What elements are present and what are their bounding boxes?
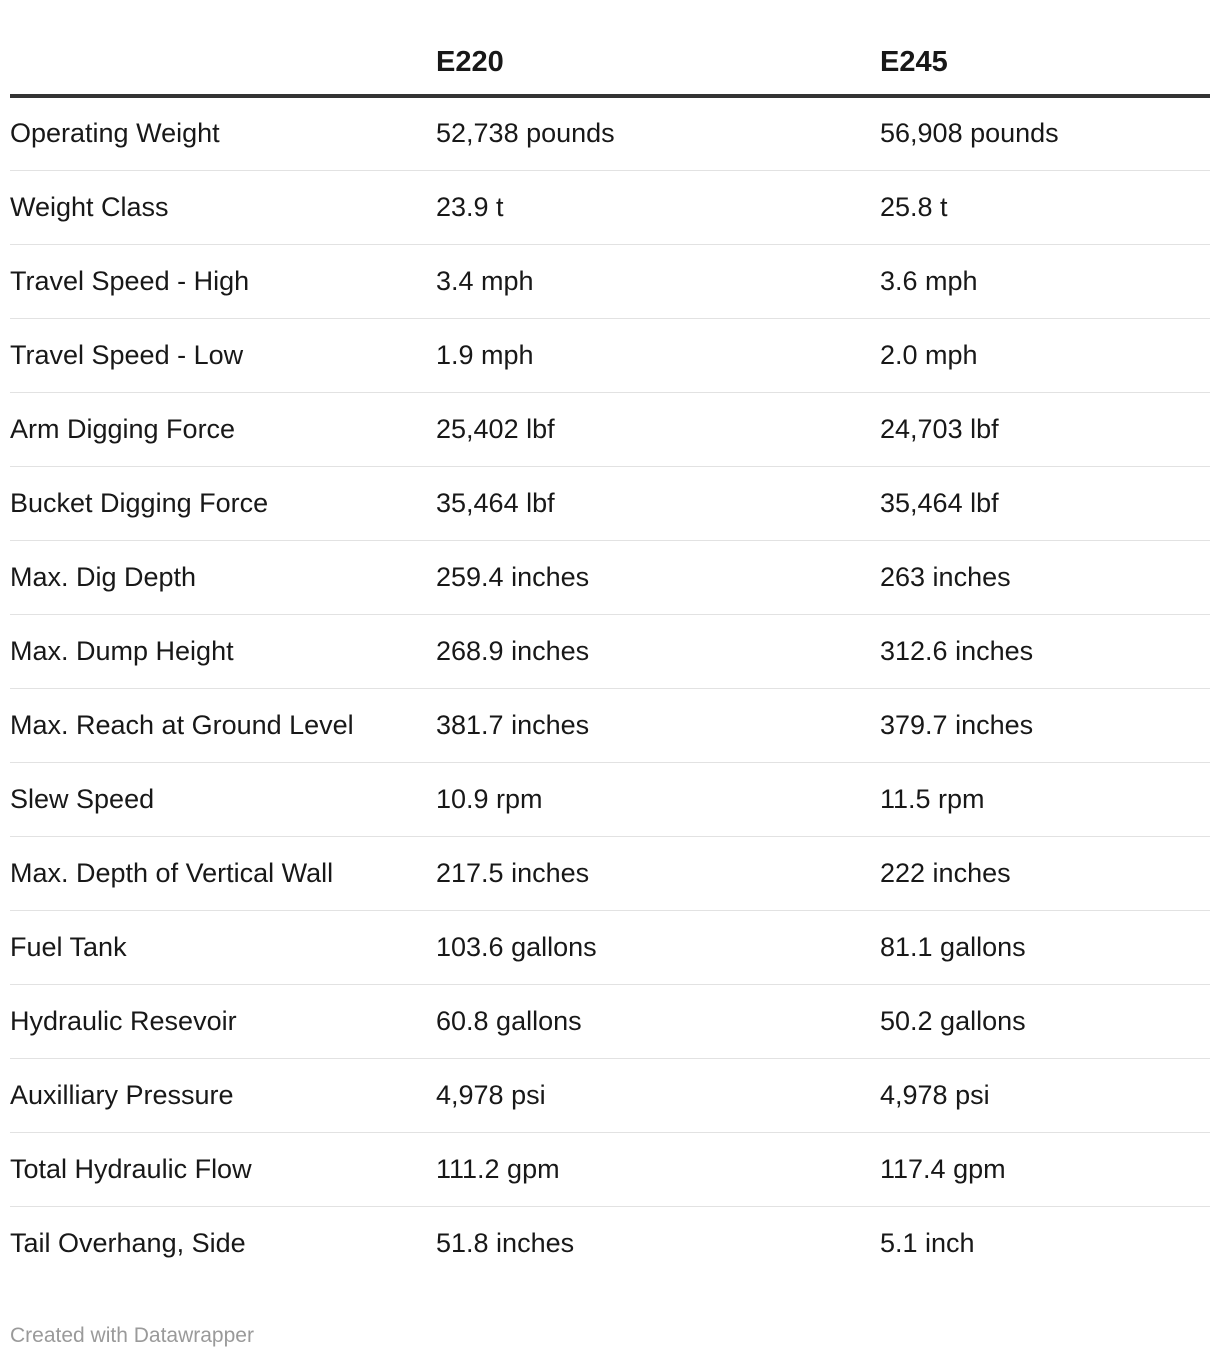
e220-value: 381.7 inches (436, 688, 880, 762)
e220-value: 1.9 mph (436, 318, 880, 392)
row-label: Auxilliary Pressure (10, 1058, 436, 1132)
e245-value: 4,978 psi (880, 1058, 1210, 1132)
e220-value: 23.9 t (436, 170, 880, 244)
e220-value: 51.8 inches (436, 1227, 575, 1258)
e245-value: 24,703 lbf (880, 392, 1210, 466)
row-label: Max. Depth of Vertical Wall (10, 836, 436, 910)
e245-value: 222 inches (880, 836, 1210, 910)
table-row (10, 836, 1210, 910)
column-header-label (10, 30, 436, 96)
table-row (10, 984, 1210, 1058)
column-header-e220: E220 (436, 30, 880, 96)
table-body (10, 96, 1210, 1280)
e245-value: 81.1 gallons (880, 910, 1210, 984)
table-row (10, 170, 1210, 244)
row-label: Fuel Tank (10, 910, 436, 984)
row-label: Max. Dump Height (10, 614, 436, 688)
e220-value: 4,978 psi (436, 1058, 880, 1132)
row-label: Max. Reach at Ground Level (10, 688, 436, 762)
e220-value: 111.2 gpm (436, 1132, 880, 1206)
row-label: Arm Digging Force (10, 392, 436, 466)
e245-value: 117.4 gpm (880, 1132, 1210, 1206)
row-label: Max. Dig Depth (10, 540, 436, 614)
table-row (10, 540, 1210, 614)
e220-value: 60.8 gallons (436, 984, 880, 1058)
e220-value: 10.9 rpm (436, 762, 880, 836)
e220-value: 35,464 lbf (436, 466, 880, 540)
table-row (10, 688, 1210, 762)
row-label: Bucket Digging Force (10, 466, 436, 540)
table-header-row (10, 30, 1210, 96)
e220-value: 103.6 gallons (436, 910, 880, 984)
row-label: Weight Class (10, 170, 436, 244)
e245-value: 312.6 inches (880, 614, 1210, 688)
e245-value: 25.8 t (880, 170, 1210, 244)
e220-value: 3.4 mph (436, 244, 880, 318)
e220-value: 52,738 pounds (436, 96, 880, 170)
table-row (10, 910, 1210, 984)
row-label: Slew Speed (10, 762, 436, 836)
row-label: Operating Weight (10, 96, 436, 170)
e245-value: 263 inches (880, 540, 1210, 614)
e220-value: 259.4 inches (436, 540, 880, 614)
e220-value: 268.9 inches (436, 614, 880, 688)
e245-value: 2.0 mph (880, 318, 1210, 392)
table-row (10, 318, 1210, 392)
e245-value: 56,908 pounds (880, 96, 1210, 170)
row-label: Travel Speed - Low (10, 318, 436, 392)
table-row (10, 1206, 1210, 1280)
e220-value: 217.5 inches (436, 836, 880, 910)
datawrapper-credit: Created with Datawrapper (10, 1324, 254, 1347)
table-row (10, 466, 1210, 540)
e220-value: 25,402 lbf (436, 392, 880, 466)
e245-value: 3.6 mph (880, 244, 1210, 318)
table-row (10, 762, 1210, 836)
e245-value: 11.5 rpm (880, 762, 1210, 836)
row-label: Hydraulic Resevoir (10, 984, 436, 1058)
column-header-e245: E245 (880, 30, 1210, 96)
e245-value: 50.2 gallons (880, 984, 1210, 1058)
table-row (10, 1058, 1210, 1132)
e245-value: 379.7 inches (880, 688, 1210, 762)
comparison-table (10, 30, 1210, 1280)
row-label: Travel Speed - High (10, 244, 436, 318)
e245-value: 35,464 lbf (880, 466, 1210, 540)
table-row (10, 96, 1210, 170)
table-row (10, 244, 1210, 318)
e245-value: 5.1 inch (880, 1227, 975, 1258)
table-row (10, 614, 1210, 688)
row-label: Total Hydraulic Flow (10, 1132, 436, 1206)
table-row (10, 392, 1210, 466)
row-label: Tail Overhang, Side (10, 1227, 246, 1258)
table-row (10, 1132, 1210, 1206)
